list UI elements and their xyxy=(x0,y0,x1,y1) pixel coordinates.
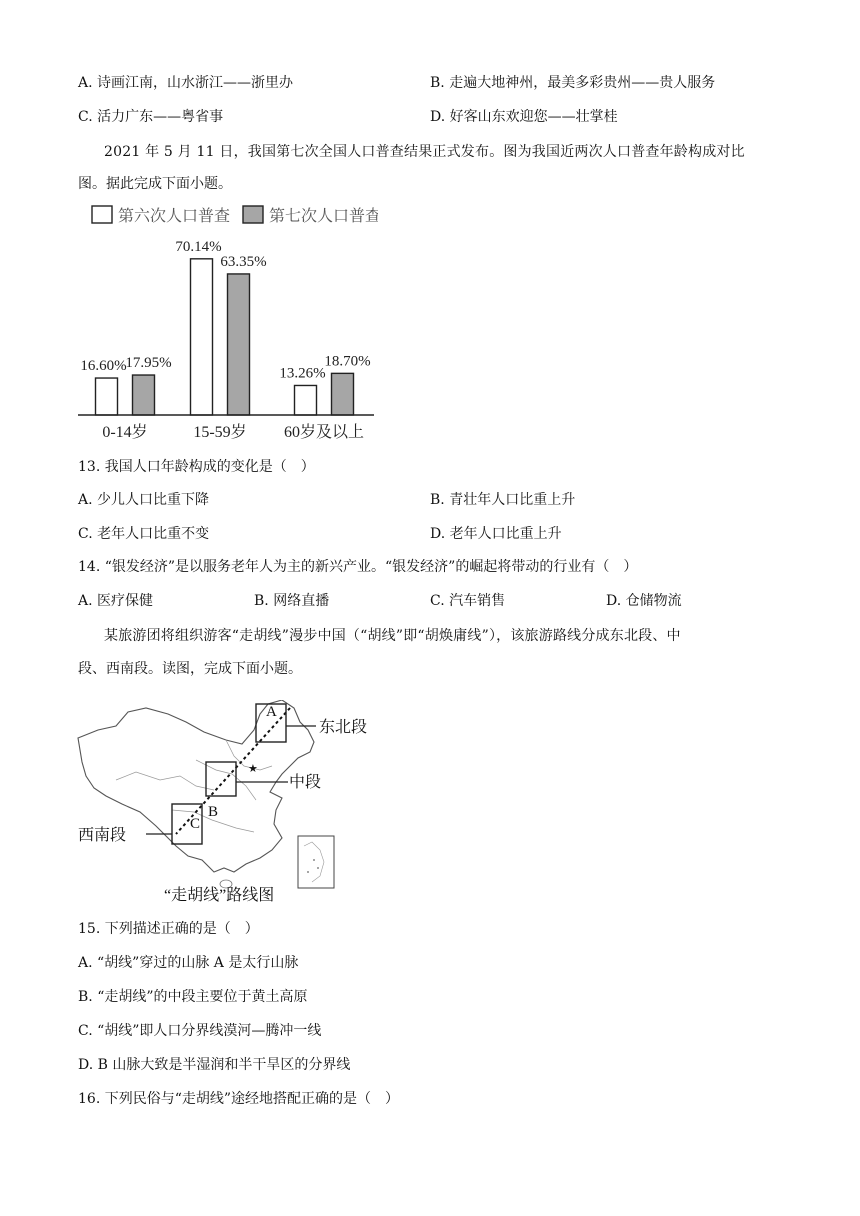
q15-option-b: B. “走胡线”的中段主要位于黄土高原 xyxy=(78,989,308,1005)
q14-option-a: A. 医疗保健 xyxy=(78,593,154,609)
q12-option-b: B. 走遍大地神州，最美多彩贵州——贵人服务 xyxy=(430,75,716,91)
q14-option-b: B. 网络直播 xyxy=(254,593,330,609)
q15-option-d: D. B 山脉大致是半湿润和半干旱区的分界线 xyxy=(78,1057,351,1073)
province-border xyxy=(116,772,214,790)
legend-label-sixth: 第六次人口普查 xyxy=(118,208,231,225)
beijing-star-icon: ★ xyxy=(248,763,258,775)
hu-line-route-map xyxy=(76,700,376,905)
data-label-sixth-0: 16.60% xyxy=(80,358,127,375)
q13-option-a: A. 少儿人口比重下降 xyxy=(78,492,210,508)
q12-option-d: D. 好客山东欢迎您——壮掌桂 xyxy=(430,109,618,125)
inset-island xyxy=(307,871,309,873)
data-label-seventh-0: 17.95% xyxy=(125,355,172,372)
census-intro-line2: 图。据此完成下面小题。 xyxy=(78,176,232,192)
map-label-middle: 中段 xyxy=(289,774,322,791)
map-label-a: A xyxy=(266,704,277,720)
tour-intro-line2: 段、西南段。读图，完成下面小题。 xyxy=(78,661,302,677)
x-tick-label-0: 0-14岁 xyxy=(102,424,148,441)
q15-option-a: A. “胡线”穿过的山脉 A 是太行山脉 xyxy=(78,955,299,971)
inset-island xyxy=(313,859,315,861)
bar-seventh-0 xyxy=(133,375,155,415)
south-china-sea-inset xyxy=(298,836,334,888)
q14-stem: 14. “银发经济”是以服务老年人为主的新兴产业。“银发经济”的崛起将带动的行业有（ ） xyxy=(78,559,638,575)
inset-island xyxy=(317,867,319,869)
q13-option-c: C. 老年人口比重不变 xyxy=(78,526,210,542)
data-label-seventh-2: 18.70% xyxy=(324,353,371,370)
q12-option-c: C. 活力广东——粤省事 xyxy=(78,109,224,125)
q15-stem: 15. 下列描述正确的是（ ） xyxy=(78,921,259,937)
q13-option-b: B. 青壮年人口比重上升 xyxy=(430,492,576,508)
x-tick-label-1: 15-59岁 xyxy=(193,424,247,441)
bar-seventh-2 xyxy=(332,373,354,415)
legend-swatch-seventh xyxy=(243,206,263,223)
map-label-northeast: 东北段 xyxy=(319,719,368,736)
q13-stem: 13. 我国人口年龄构成的变化是（ ） xyxy=(78,459,315,475)
q15-option-c: C. “胡线”即人口分界线漠河—腾冲一线 xyxy=(78,1023,322,1039)
q14-option-d: D. 仓储物流 xyxy=(606,593,682,609)
q16-stem: 16. 下列民俗与“走胡线”途经地搭配正确的是（ ） xyxy=(78,1091,400,1107)
bar-seventh-1 xyxy=(228,274,250,415)
q12-option-a: A. 诗画江南，山水浙江——浙里办 xyxy=(78,75,294,91)
q14-option-c: C. 汽车销售 xyxy=(430,593,506,609)
data-label-sixth-2: 13.26% xyxy=(279,365,326,382)
bar-sixth-1 xyxy=(191,259,213,415)
bar-sixth-0 xyxy=(96,378,118,415)
legend-swatch-sixth xyxy=(92,206,112,223)
legend-label-seventh: 第七次人口普查 xyxy=(269,208,378,225)
map-caption: “走胡线”路线图 xyxy=(164,887,275,904)
x-tick-label-2: 60岁及以上 xyxy=(283,424,365,441)
census-intro-line1: 2021 年 5 月 11 日，我国第七次全国人口普查结果正式发布。图为我国近两次人口普查年龄构成对比 xyxy=(104,144,745,160)
inset-coast xyxy=(304,842,324,882)
map-label-b: B xyxy=(208,804,219,820)
data-label-seventh-1: 63.35% xyxy=(220,253,267,270)
bar-sixth-2 xyxy=(295,385,317,415)
q13-option-d: D. 老年人口比重上升 xyxy=(430,526,562,542)
map-label-c: C xyxy=(190,816,201,832)
tour-intro-line1: 某旅游团将组织游客“走胡线”漫步中国（“胡线”即“胡焕庸线”），该旅游路线分成东北段、中 xyxy=(104,628,681,644)
chart-svg xyxy=(78,200,378,445)
census-age-chart xyxy=(78,200,378,445)
data-label-sixth-1: 70.14% xyxy=(175,238,222,255)
map-svg xyxy=(76,700,376,905)
map-label-southwest: 西南段 xyxy=(78,827,127,844)
